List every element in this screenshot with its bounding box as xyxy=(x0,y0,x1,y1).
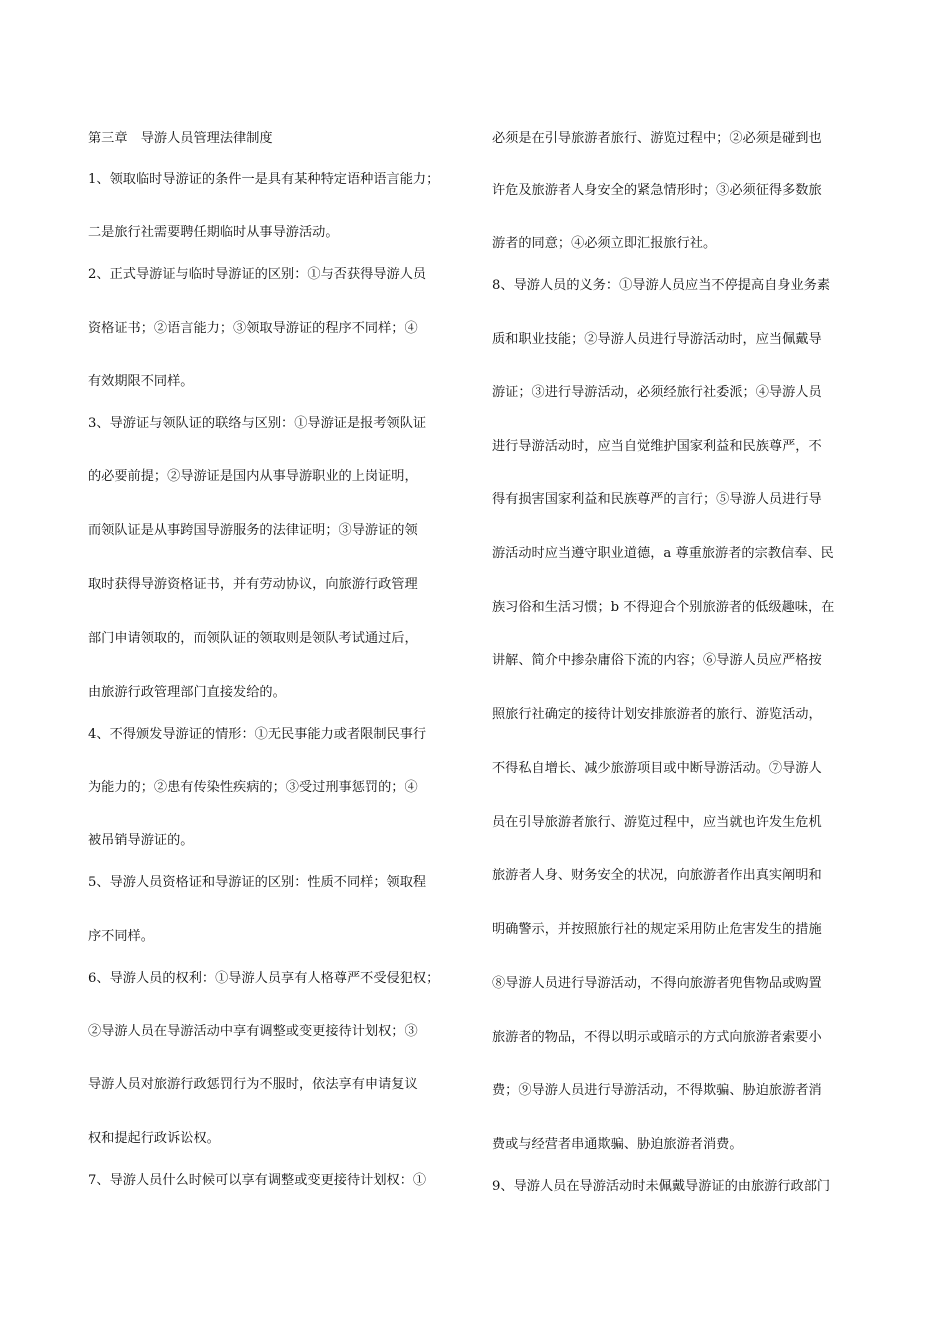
text-line: 取时获得导游资格证书，并有劳动协议，向旅游行政管理 xyxy=(88,577,418,592)
text-line: 3、导游证与领队证的联络与区别：①导游证是报考领队证 xyxy=(88,416,427,431)
text-line: 权和提起行政诉讼权。 xyxy=(88,1131,220,1146)
text-line: 旅游者的物品，不得以明示或暗示的方式向旅游者索要小 xyxy=(492,1030,822,1045)
text-line: 序不同样。 xyxy=(88,929,154,944)
text-line: 1、领取临时导游证的条件一是具有某种特定语种语言能力； xyxy=(88,172,440,187)
text-line: 费；⑨导游人员进行导游活动，不得欺骗、胁迫旅游者消 xyxy=(492,1083,822,1098)
text-line: 费或与经营者串通欺骗、胁迫旅游者消费。 xyxy=(492,1137,743,1152)
text-line: 有效期限不同样。 xyxy=(88,374,194,389)
chapter-title: 第三章 导游人员管理法律制度 xyxy=(88,131,273,146)
text-line: 明确警示，并按照旅行社的规定采用防止危害发生的措施 xyxy=(492,922,822,937)
text-line: 旅游者人身、财务安全的状况，向旅游者作出真实阐明和 xyxy=(492,868,822,883)
text-line: 8、导游人员的义务：①导游人员应当不停提高自身业务素 xyxy=(492,278,831,293)
text-line: 许危及旅游者人身安全的紧急情形时；③必须征得多数旅 xyxy=(492,183,822,198)
text-line: 族习俗和生活习惯；b 不得迎合个别旅游者的低级趣味，在 xyxy=(492,600,835,615)
text-line: ②导游人员在导游活动中享有调整或变更接待计划权；③ xyxy=(88,1024,418,1039)
text-line: 部门申请领取的，而领队证的领取则是领队考试通过后， xyxy=(88,631,418,646)
text-line: ⑧导游人员进行导游活动，不得向旅游者兜售物品或购置 xyxy=(492,976,822,991)
text-line: 5、导游人员资格证和导游证的区别：性质不同样；领取程 xyxy=(88,875,427,890)
text-line: 员在引导旅游者旅行、游览过程中，应当就也许发生危机 xyxy=(492,815,822,830)
text-line: 得有损害国家利益和民族尊严的言行；⑤导游人员进行导 xyxy=(492,492,822,507)
text-line: 而领队证是从事跨国导游服务的法律证明；③导游证的领 xyxy=(88,523,418,538)
text-line: 的必要前提；②导游证是国内从事导游职业的上岗证明， xyxy=(88,469,418,484)
text-line: 4、不得颁发导游证的情形：①无民事能力或者限制民事行 xyxy=(88,727,427,742)
text-line: 9、导游人员在导游活动时未佩戴导游证的由旅游行政部门 xyxy=(492,1179,831,1194)
text-line: 二是旅行社需要聘任期临时从事导游活动。 xyxy=(88,225,339,240)
text-line: 资格证书；②语言能力；③领取导游证的程序不同样；④ xyxy=(88,321,418,336)
text-line: 游活动时应当遵守职业道德，a 尊重旅游者的宗教信奉、民 xyxy=(492,546,834,561)
text-line: 6、导游人员的权利：①导游人员享有人格尊严不受侵犯权； xyxy=(88,971,440,986)
text-line: 由旅游行政管理部门直接发给的。 xyxy=(88,685,286,700)
text-line: 讲解、简介中掺杂庸俗下流的内容；⑥导游人员应严格按 xyxy=(492,653,822,668)
text-line: 不得私自增长、减少旅游项目或中断导游活动。⑦导游人 xyxy=(492,761,822,776)
text-line: 游者的同意；④必须立即汇报旅行社。 xyxy=(492,236,717,251)
text-line: 为能力的；②患有传染性疾病的；③受过刑事惩罚的；④ xyxy=(88,780,418,795)
text-line: 导游人员对旅游行政惩罚行为不服时，依法享有申请复议 xyxy=(88,1077,418,1092)
text-line: 进行导游活动时，应当自觉维护国家利益和民族尊严，不 xyxy=(492,439,822,454)
text-line: 照旅行社确定的接待计划安排旅游者的旅行、游览活动， xyxy=(492,707,822,722)
text-line: 7、导游人员什么时候可以享有调整或变更接待计划权：① xyxy=(88,1173,427,1188)
text-line: 质和职业技能；②导游人员进行导游活动时，应当佩戴导 xyxy=(492,332,822,347)
text-line: 游证；③进行导游活动，必须经旅行社委派；④导游人员 xyxy=(492,385,822,400)
text-line: 2、正式导游证与临时导游证的区别：①与否获得导游人员 xyxy=(88,267,427,282)
text-line: 被吊销导游证的。 xyxy=(88,833,194,848)
text-line: 必须是在引导旅游者旅行、游览过程中；②必须是碰到也 xyxy=(492,131,822,146)
